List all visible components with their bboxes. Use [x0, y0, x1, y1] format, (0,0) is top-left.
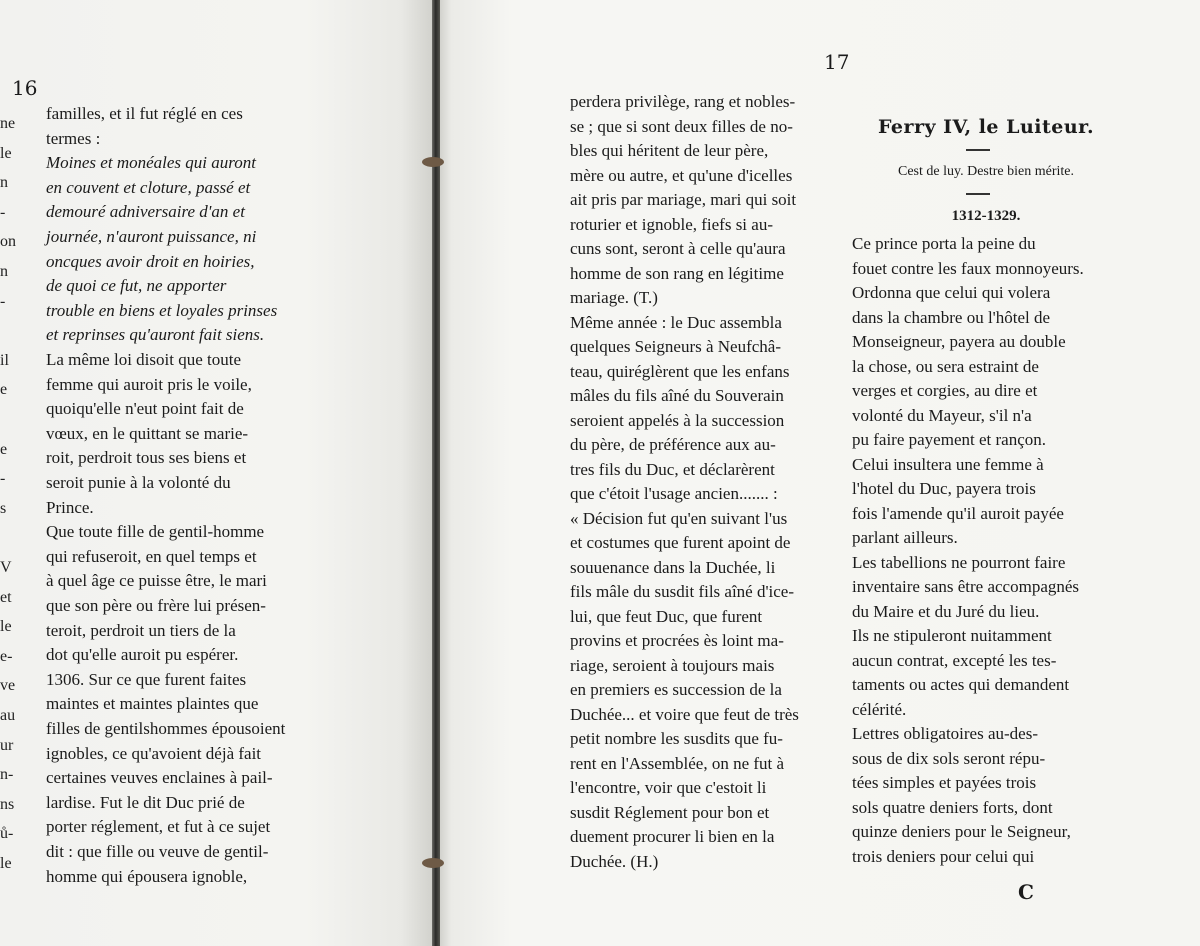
text-line: 1306. Sur ce que furent faites: [46, 669, 247, 689]
margin-fragment: -: [0, 470, 6, 488]
text-line: lui, que feut Duc, que furent: [570, 606, 763, 626]
text-line: verges et corgies, au dire et: [852, 381, 1038, 400]
margin-fragment: ů-: [0, 825, 14, 843]
text-line: souuenance dans la Duchée, li: [570, 557, 776, 577]
text-line: l'hotel du Duc, payera trois: [852, 479, 1036, 498]
margin-fragment: ne: [0, 115, 16, 132]
right-page: [436, 0, 1200, 946]
reign-dates: 1312-1329.: [951, 208, 1021, 224]
text-line: pu faire payement et rançon.: [852, 430, 1046, 449]
text-line: mâles du fils aîné du Souverain: [570, 386, 784, 405]
text-line: termes :: [46, 128, 101, 148]
text-line: sous de dix sols seront répu-: [852, 748, 1046, 768]
margin-fragment: e-: [0, 647, 13, 665]
margin-fragment: il: [0, 351, 9, 369]
text-line: qui refuseroit, en quel temps et: [46, 546, 257, 566]
text-line: Duchée. (H.): [570, 851, 659, 871]
text-line: ait pris par mariage, mari qui soit: [570, 190, 797, 209]
text-line: célérité.: [852, 699, 907, 719]
margin-fragment: -: [0, 292, 6, 310]
margin-fragment: le: [0, 144, 12, 162]
text-line: inventaire sans être accompagnés: [852, 577, 1080, 596]
text-line: Que toute fille de gentil-homme: [46, 522, 265, 542]
text-line: porter réglement, et fut à ce sujet: [46, 817, 271, 837]
text-line: homme de son rang en légitime: [570, 263, 784, 283]
margin-fragment: ur: [0, 736, 14, 754]
text-line: aucun contrat, excepté les tes-: [852, 650, 1057, 670]
text-line: maintes et maintes plaintes que: [46, 694, 259, 714]
text-line: dit : que fille ou veuve de gentil-: [46, 842, 269, 861]
text-line: Ordonna que celui qui volera: [852, 283, 1051, 302]
margin-fragment: e: [0, 440, 8, 458]
text-line: de quoi ce fut, ne apporter: [46, 276, 227, 296]
margin-fragment: le: [0, 855, 12, 872]
margin-fragment: e: [0, 381, 8, 399]
text-line: trois deniers pour celui qui: [852, 846, 1035, 866]
text-line: tres fils du Duc, et déclarèrent: [570, 459, 775, 479]
text-line: que c'étoit l'usage ancien....... :: [570, 484, 778, 503]
text-line: se ; que si sont deux filles de no-: [570, 116, 793, 136]
text-line: vœux, en le quittant se marie-: [46, 423, 249, 443]
text-line: susdit Réglement pour bon et: [570, 802, 770, 822]
text-line: riage, seroient à toujours mais: [570, 655, 775, 675]
binding-stitch-bottom: [422, 858, 444, 868]
text-line: mariage. (T.): [570, 288, 658, 307]
text-line: petit nombre les susdits que fu-: [570, 729, 783, 748]
margin-fragment: au: [0, 707, 16, 724]
text-line: trouble en biens et loyales prinses: [46, 300, 278, 320]
text-line: Moines et monéales qui auront: [46, 153, 256, 173]
text-line: du père, de préférence aux au-: [570, 435, 776, 454]
text-line: et reprinses qu'auront fait siens.: [46, 325, 265, 345]
margin-fragment: s: [0, 499, 7, 517]
text-line: parlant ailleurs.: [852, 528, 958, 547]
text-line: mère ou autre, et qu'une d'icelles: [570, 165, 793, 185]
text-line: bles qui héritent de leur père,: [570, 141, 769, 160]
text-line: fils mâle du susdit fils aîné d'ice-: [570, 582, 795, 601]
text-line: l'encontre, voir que c'estoit li: [570, 778, 767, 797]
margin-fragment: ve: [0, 677, 16, 695]
text-line: seroient appelés à la succession: [570, 410, 785, 430]
text-line: Ce prince porta la peine du: [852, 234, 1036, 253]
text-line: filles de gentilshommes épousoient: [46, 719, 286, 738]
text-line: Prince.: [46, 497, 94, 517]
text-line: teau, quiréglèrent que les enfans: [570, 361, 790, 381]
text-line: ignobles, ce qu'avoient déjà fait: [46, 743, 262, 763]
text-line: seroit punie à la volonté du: [46, 473, 231, 492]
margin-fragment: n: [0, 263, 8, 280]
text-line: cuns sont, seront à celle qu'aura: [570, 239, 786, 258]
left-page-number: 16: [12, 76, 38, 100]
signature-mark: C: [1018, 880, 1034, 904]
text-line: demouré adniversaire d'an et: [46, 202, 245, 222]
binding-stitch-top: [422, 157, 444, 167]
text-line: Ils ne stipuleront nuitamment: [852, 626, 1052, 645]
text-line: rent en l'Assemblée, on ne fut à: [570, 753, 785, 773]
text-line: roturier et ignoble, fiefs si au-: [570, 214, 773, 234]
margin-fragment: n-: [0, 766, 14, 784]
text-line: fouet contre les faux monnoyeurs.: [852, 258, 1084, 278]
text-line: provins et procrées ès loint ma-: [570, 631, 784, 650]
text-line: du Maire et du Juré du lieu.: [852, 601, 1040, 621]
text-line: lardise. Fut le dit Duc prié de: [46, 792, 245, 812]
text-line: dot qu'elle auroit pu espérer.: [46, 645, 239, 665]
margin-fragment: et: [0, 588, 12, 606]
text-line: journée, n'auront puissance, ni: [46, 227, 257, 246]
text-line: en couvent et cloture, passé et: [46, 177, 251, 197]
text-line: quinze deniers pour le Seigneur,: [852, 822, 1071, 841]
text-line: quoiqu'elle n'eut point fait de: [46, 399, 244, 419]
text-line: femme qui auroit pris le voile,: [46, 374, 252, 394]
text-line: Celui insultera une femme à: [852, 454, 1044, 474]
text-line: certaines veuves enclaines à pail-: [46, 768, 273, 788]
text-line: homme qui épousera ignoble,: [46, 866, 248, 886]
text-line: Monseigneur, payera au double: [852, 332, 1066, 351]
chapter-motto: Cest de luy. Destre bien mérite.: [898, 164, 1074, 179]
text-line: perdera privilège, rang et nobles-: [570, 92, 796, 111]
text-line: familles, et il fut réglé en ces: [46, 104, 243, 123]
text-line: en premiers es succession de la: [570, 680, 782, 699]
text-line: Duchée... et voire que feut de très: [570, 704, 799, 724]
margin-fragment: le: [0, 618, 12, 636]
text-line: « Décision fut qu'en suivant l'us: [570, 508, 788, 528]
margin-fragment: on: [0, 233, 16, 251]
book-gutter: [432, 0, 440, 946]
margin-fragment: n: [0, 174, 8, 192]
text-line: volonté du Mayeur, s'il n'a: [852, 405, 1032, 425]
text-line: teroit, perdroit un tiers de la: [46, 620, 236, 640]
text-line: Les tabellions ne pourront faire: [852, 552, 1066, 572]
text-line: sols quatre deniers forts, dont: [852, 797, 1053, 817]
text-line: fois l'amende qu'il auroit payée: [852, 503, 1064, 523]
text-line: dans la chambre ou l'hôtel de: [852, 307, 1051, 327]
text-line: taments ou actes qui demandent: [852, 675, 1070, 694]
text-line: oncques avoir droit en hoiries,: [46, 251, 255, 271]
text-line: Même année : le Duc assembla: [570, 312, 782, 332]
text-line: à quel âge ce puisse être, le mari: [46, 571, 267, 591]
text-line: La même loi disoit que toute: [46, 350, 241, 369]
heading-rule: [966, 149, 990, 151]
motto-rule: [966, 193, 990, 195]
right-page-number: 17: [824, 50, 850, 74]
margin-fragment: V: [0, 559, 12, 576]
margin-fragment: ns: [0, 795, 15, 813]
left-page: [0, 0, 436, 946]
text-line: Lettres obligatoires au-des-: [852, 724, 1038, 743]
text-line: et costumes que furent apoint de: [570, 533, 791, 552]
text-line: quelques Seigneurs à Neufchâ-: [570, 337, 782, 356]
text-line: duement procurer li bien en la: [570, 827, 775, 846]
text-line: la chose, ou sera estraint de: [852, 356, 1039, 376]
text-line: que son père ou frère lui présen-: [46, 596, 266, 615]
margin-fragment: -: [0, 203, 6, 221]
text-line: tées simples et payées trois: [852, 773, 1037, 792]
chapter-heading: Ferry IV, le Luiteur.: [877, 116, 1095, 138]
text-line: roit, perdroit tous ses biens et: [46, 448, 247, 468]
